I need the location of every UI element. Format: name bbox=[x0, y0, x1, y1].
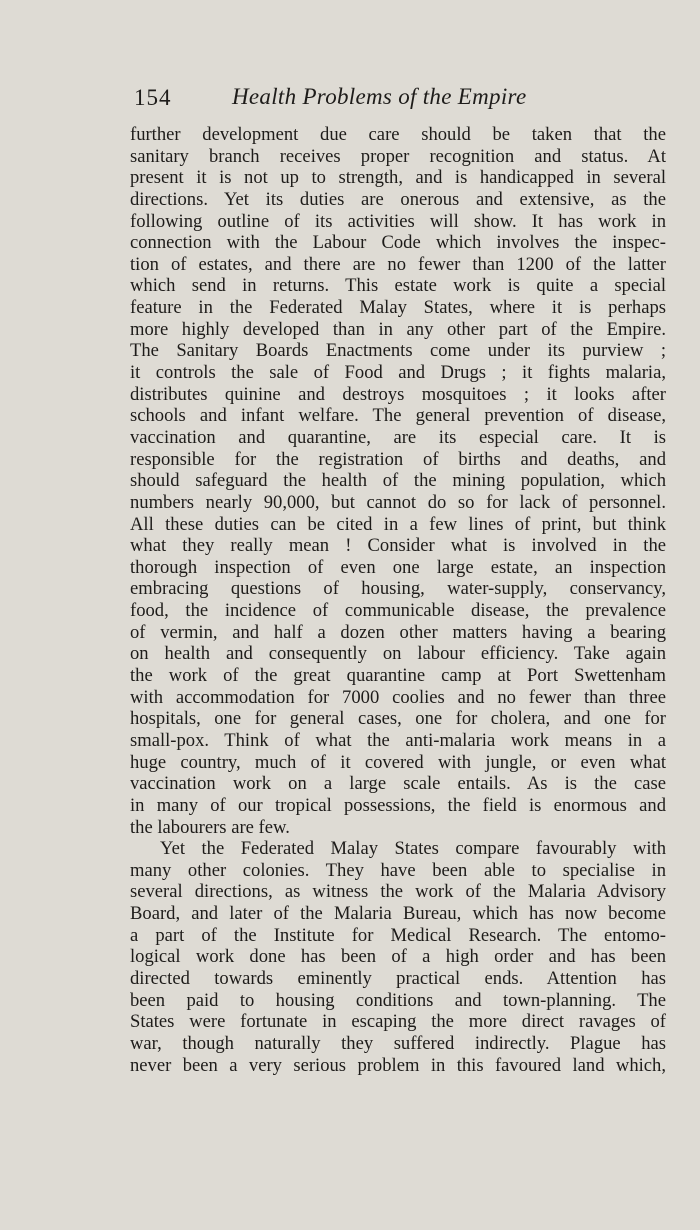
text-line: food, the incidence of communicable disease, the prevalence bbox=[130, 600, 666, 622]
text-line: directed towards eminently practical ends. Attention has bbox=[130, 967, 666, 989]
text-line: small-pox. Think of what the anti-malaria work means in a bbox=[130, 729, 666, 751]
text-line: many other colonies. They have been able to specialise in bbox=[130, 859, 666, 881]
text-line: sanitary branch receives proper recognition and status. At bbox=[130, 145, 666, 167]
text-line: The Sanitary Boards Enactments come under its purview ; bbox=[130, 340, 666, 362]
text-line: Yet the Federated Malay States compare favourably with bbox=[160, 838, 666, 860]
text-line: on health and consequently on labour efficiency. Take again bbox=[130, 643, 666, 665]
text-line: schools and infant welfare. The general prevention of disease, bbox=[130, 405, 666, 427]
text-line: of vermin, and half a dozen other matters having a bearing bbox=[130, 621, 666, 643]
text-line: numbers nearly 90,000, but cannot do so for lack of personnel. bbox=[130, 491, 666, 513]
text-line: more highly developed than in any other part of the Empire. bbox=[130, 318, 666, 340]
text-line: which send in returns. This estate work is quite a special bbox=[130, 275, 666, 297]
text-line: the work of the great quarantine camp at Port Swettenham bbox=[130, 665, 666, 687]
paragraph bbox=[130, 124, 666, 838]
text-line: what they really mean ! Consider what is involved in the bbox=[130, 535, 666, 557]
text-line: with accommodation for 7000 coolies and no fewer than three bbox=[130, 686, 666, 708]
text-line: vaccination and quarantine, are its especial care. It is bbox=[130, 426, 666, 448]
text-line: All these duties can be cited in a few lines of print, but think bbox=[130, 513, 666, 535]
text-line: in many of our tropical possessions, the field is enormous and bbox=[130, 794, 666, 816]
text-line: the labourers are few. bbox=[130, 816, 290, 838]
text-line: should safeguard the health of the mining population, which bbox=[130, 470, 666, 492]
text-line: war, though naturally they suffered indirectly. Plague has bbox=[130, 1032, 666, 1054]
text-line: never been a very serious problem in this favoured land which, bbox=[130, 1054, 666, 1076]
text-line: feature in the Federated Malay States, where it is perhaps bbox=[130, 297, 666, 319]
text-line: thorough inspection of even one large estate, an inspection bbox=[130, 556, 666, 578]
text-line: been paid to housing conditions and town-planning. The bbox=[130, 989, 666, 1011]
text-line: logical work done has been of a high order and has been bbox=[130, 946, 666, 968]
text-line: tion of estates, and there are no fewer than 1200 of the latter bbox=[130, 253, 666, 275]
text-line: huge country, much of it covered with jungle, or even what bbox=[130, 751, 666, 773]
text-line: following outline of its activities will show. It has work in bbox=[130, 210, 666, 232]
text-line: Board, and later of the Malaria Bureau, which has now become bbox=[130, 903, 666, 925]
text-line: States were fortunate in escaping the more direct ravages of bbox=[130, 1011, 666, 1033]
page-number: 154 bbox=[134, 85, 172, 110]
text-line: distributes quinine and destroys mosquitoes ; it looks after bbox=[130, 383, 666, 405]
body-text bbox=[130, 124, 666, 1076]
text-line: a part of the Institute for Medical Research. The entomo- bbox=[130, 924, 666, 946]
text-line: hospitals, one for general cases, one for cholera, and one for bbox=[130, 708, 666, 730]
text-line: it controls the sale of Food and Drugs ; it fights malaria, bbox=[130, 362, 666, 384]
text-line: vaccination work on a large scale entails. As is the case bbox=[130, 773, 666, 795]
text-line: several directions, as witness the work of the Malaria Advisory bbox=[130, 881, 666, 903]
text-line: further development due care should be taken that the bbox=[130, 124, 666, 145]
text-line: responsible for the registration of births and deaths, and bbox=[130, 448, 666, 470]
text-line: connection with the Labour Code which involves the inspec- bbox=[130, 232, 666, 254]
text-line: directions. Yet its duties are onerous and extensive, as the bbox=[130, 188, 666, 210]
text-line: embracing questions of housing, water-supply, conservancy, bbox=[130, 578, 666, 600]
paragraph bbox=[130, 838, 666, 1076]
text-line: present it is not up to strength, and is handicapped in several bbox=[130, 167, 666, 189]
running-title: Health Problems of the Empire bbox=[232, 84, 527, 109]
